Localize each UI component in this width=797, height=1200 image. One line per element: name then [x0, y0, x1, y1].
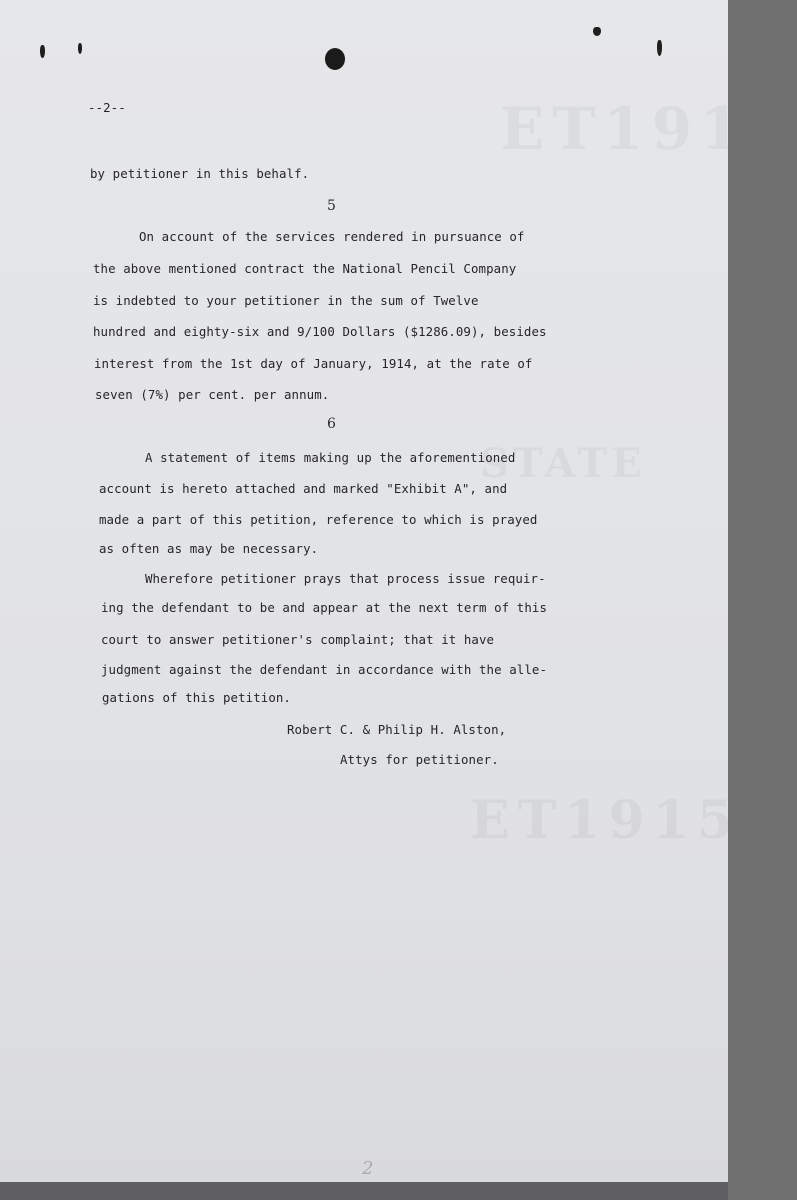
text-line: account is hereto attached and marked "Exhibit A", and	[99, 481, 508, 496]
text-line: is indebted to your petitioner in the sum of Twelve	[93, 293, 479, 308]
text-line-behalf: by petitioner in this behalf.	[90, 166, 310, 181]
text-line: court to answer petitioner's complaint; that it have	[101, 632, 495, 647]
scan-background-edge	[0, 1182, 728, 1200]
bleed-through-stamp-1: ET1915	[500, 95, 797, 163]
text-line: ing the defendant to be and appear at the next term of this	[101, 600, 548, 615]
text-line: A statement of items making up the aforementioned	[145, 450, 516, 465]
page-number-marker: --2--	[88, 100, 126, 115]
text-line: seven (7%) per cent. per annum.	[95, 387, 330, 402]
punch-mark-right-2	[657, 40, 662, 56]
punch-mark-left-1	[40, 45, 45, 58]
text-line: On account of the services rendered in pursuance of	[139, 229, 525, 244]
punch-hole	[325, 48, 345, 70]
text-line: made a part of this petition, reference to which is prayed	[99, 512, 538, 527]
text-line: gations of this petition.	[102, 690, 291, 705]
signature-attorneys: Robert C. & Philip H. Alston,	[287, 722, 507, 737]
paragraph-number-6: 6	[327, 416, 336, 432]
signature-role: Attys for petitioner.	[340, 752, 499, 767]
text-line: Wherefore petitioner prays that process issue requir-	[145, 571, 546, 586]
text-line: interest from the 1st day of January, 1914, at the rate of	[94, 356, 533, 371]
punch-mark-right-1	[593, 27, 601, 36]
punch-mark-left-2	[78, 43, 82, 54]
text-line: judgment against the defendant in accordance with the alle-	[101, 662, 548, 677]
paragraph-number-5: 5	[327, 198, 336, 214]
text-line: as often as may be necessary.	[99, 541, 319, 556]
text-line: hundred and eighty-six and 9/100 Dollars ($1286.09), besides	[93, 324, 547, 339]
bleed-through-stamp-3: ET1915	[470, 790, 742, 851]
pencil-page-mark: 2	[362, 1158, 374, 1179]
bleed-through-stamp-2: STATE	[480, 440, 646, 487]
text-line: the above mentioned contract the National Pencil Company	[93, 261, 517, 276]
